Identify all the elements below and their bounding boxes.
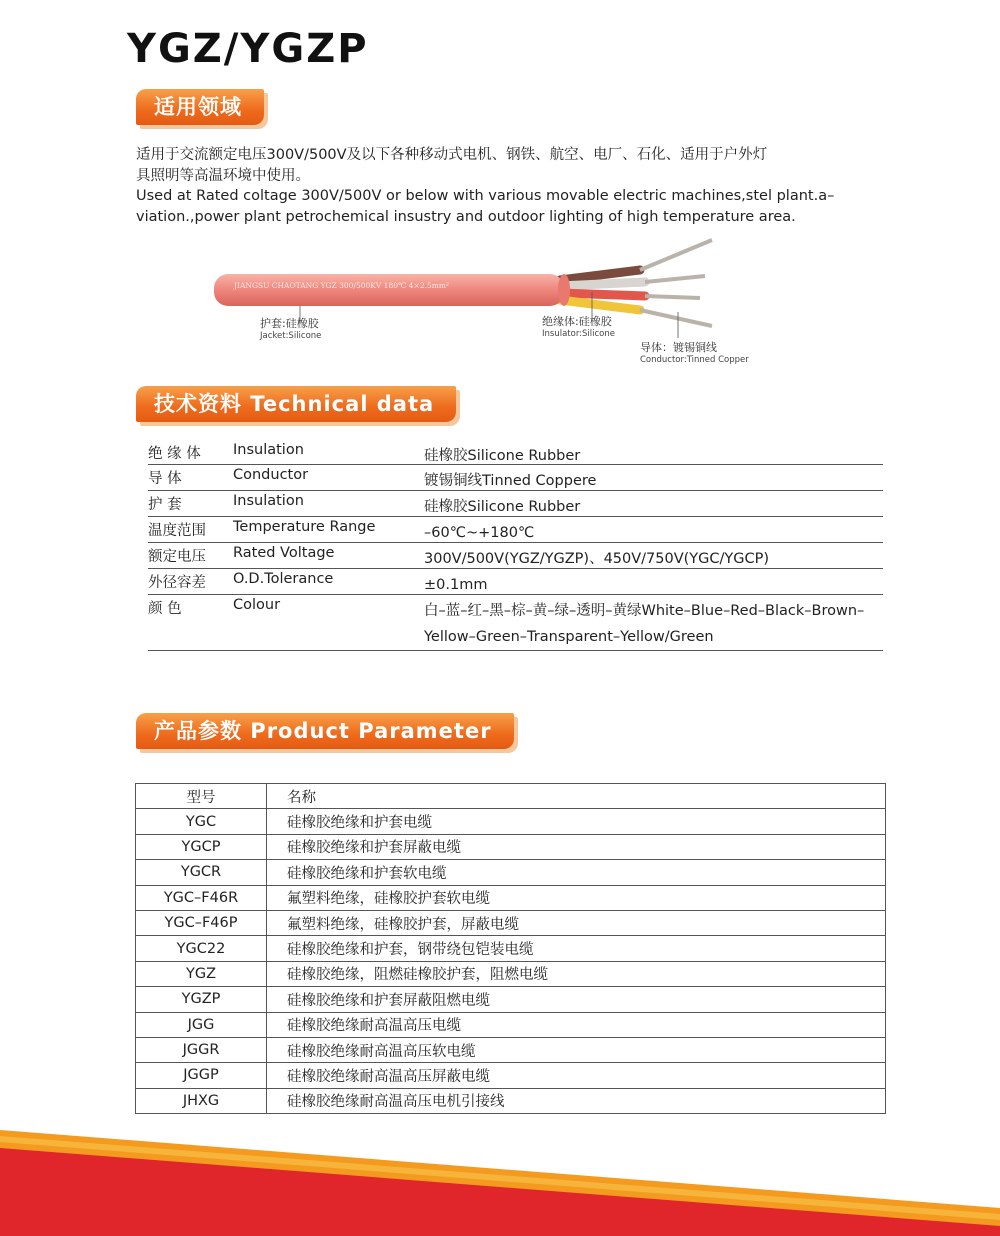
table-row [136, 1012, 886, 1037]
table-row [136, 987, 886, 1012]
table-row [136, 961, 886, 986]
jacket-label-en: Jacket:Silicone [260, 331, 322, 341]
insulator-label-en: Insulator:Silicone [542, 329, 615, 339]
model-cell: JGGR [136, 1037, 267, 1062]
model-cell: YGZ [136, 961, 267, 986]
section-product-header: 产品参数 Product Parameter [136, 713, 514, 749]
section-tech-header: 技术资料 Technical data [136, 386, 456, 422]
insulator-label [542, 316, 615, 340]
tech-row [148, 569, 883, 595]
name-cell: 硅橡胶绝缘，阻燃硅橡胶护套，阻燃电缆 [267, 961, 886, 986]
name-cell: 硅橡胶绝缘耐高温高压电缆 [267, 1012, 886, 1037]
tech-value: ±0.1mm [424, 577, 488, 593]
name-column-header: 名称 [267, 784, 886, 809]
jacket-label-cn: 护套:硅橡胶 [260, 317, 319, 330]
conductor-label [640, 342, 749, 366]
conductor-label-cn: 导体：镀锡铜线 [640, 341, 717, 354]
table-row [136, 809, 886, 834]
model-cell: YGCP [136, 834, 267, 859]
tech-en-label: Insulation [233, 442, 304, 458]
model-cell: JGGP [136, 1063, 267, 1088]
cable-illustration [200, 230, 760, 370]
table-row [136, 936, 886, 961]
model-cell: YGC–F46P [136, 910, 267, 935]
name-cell: 硅橡胶绝缘和护套屏蔽电缆 [267, 834, 886, 859]
usage-cn-line-2: 具照明等高温环境中使用。 [136, 167, 310, 184]
tech-row [148, 465, 883, 491]
tech-en-label: Insulation [233, 493, 304, 509]
tech-cn-label: 外径容差 [148, 575, 206, 591]
tech-value: 白–蓝–红–黑–棕–黄–绿–透明–黄绿White–Blue–Red–Black–Brown–Yellow–Green–Transparent–Yellow/Green [424, 603, 865, 645]
table-header-row [136, 784, 886, 809]
model-cell: JGG [136, 1012, 267, 1037]
model-cell: YGCR [136, 860, 267, 885]
model-cell: YGZP [136, 987, 267, 1012]
tech-en-label: Conductor [233, 467, 309, 483]
name-cell: 硅橡胶绝缘和护套，钢带绕包铠装电缆 [267, 936, 886, 961]
name-cell: 硅橡胶绝缘和护套电缆 [267, 809, 886, 834]
tech-row [148, 595, 883, 651]
usage-cn-line-1: 适用于交流额定电压300V/500V及以下各种移动式电机、钢铁、航空、电厂、石化、适用于户外灯 [136, 147, 768, 163]
name-cell: 硅橡胶绝缘和护套软电缆 [267, 860, 886, 885]
table-row [136, 860, 886, 885]
tech-cn-label: 导 体 [148, 471, 182, 487]
model-cell: YGC22 [136, 936, 267, 961]
tech-row [148, 517, 883, 543]
tech-row [148, 440, 883, 465]
table-row [136, 1088, 886, 1113]
name-cell: 氟塑料绝缘，硅橡胶护套，屏蔽电缆 [267, 910, 886, 935]
tech-en-label: O.D.Tolerance [233, 571, 334, 587]
jacket-label [260, 318, 321, 342]
usage-en-line-2: viation.,power plant petrochemical insustry and outdoor lighting of high temperature area. [136, 208, 796, 225]
tech-data-table [148, 440, 883, 651]
tech-value: 硅橡胶Silicone Rubber [424, 448, 581, 464]
tech-value: –60℃~+180℃ [424, 525, 535, 541]
page-title: YGZ/YGZP [127, 26, 369, 72]
cable-print-text: JIANGSU CHAOTANG YGZ 300/500KV 180℃ 4×2.5mm² [234, 281, 449, 290]
tech-value: 镀锡铜线Tinned Coppere [424, 473, 597, 489]
model-cell: YGC [136, 809, 267, 834]
tech-value: 硅橡胶Silicone Rubber [424, 499, 581, 515]
tech-row [148, 491, 883, 517]
tech-en-label: Temperature Range [233, 519, 376, 535]
decorative-footer-band [0, 1130, 1000, 1236]
table-row [136, 1063, 886, 1088]
table-row [136, 1037, 886, 1062]
tech-cn-label: 护 套 [148, 497, 182, 513]
conductor-label-en: Conductor:Tinned Copper [640, 355, 749, 365]
usage-description [136, 145, 856, 227]
name-cell: 硅橡胶绝缘耐高温高压电机引接线 [267, 1088, 886, 1113]
name-cell: 氟塑料绝缘，硅橡胶护套软电缆 [267, 885, 886, 910]
tech-cn-label: 颜 色 [148, 601, 182, 617]
tech-value: 300V/500V(YGZ/YGZP)、450V/750V(YGC/YGCP) [424, 551, 770, 567]
product-parameter-table [135, 783, 886, 1114]
tech-row [148, 543, 883, 569]
section-usage-header: 适用领域 [136, 89, 264, 125]
insulator-label-cn: 绝缘体:硅橡胶 [542, 315, 612, 328]
usage-en-line-1: Used at Rated coltage 300V/500V or below with various movable electric machines,stel plant.a– [136, 188, 835, 204]
table-row [136, 910, 886, 935]
tech-cn-label: 额定电压 [148, 549, 206, 565]
tech-cn-label: 温度范围 [148, 523, 206, 539]
table-row [136, 885, 886, 910]
table-row [136, 834, 886, 859]
model-cell: JHXG [136, 1088, 267, 1113]
tech-cn-label: 绝 缘 体 [148, 446, 201, 462]
model-column-header: 型号 [136, 784, 267, 809]
name-cell: 硅橡胶绝缘和护套屏蔽阻燃电缆 [267, 987, 886, 1012]
tech-en-label: Colour [233, 597, 281, 613]
model-cell: YGC–F46R [136, 885, 267, 910]
name-cell: 硅橡胶绝缘耐高温高压屏蔽电缆 [267, 1063, 886, 1088]
name-cell: 硅橡胶绝缘耐高温高压软电缆 [267, 1037, 886, 1062]
tech-en-label: Rated Voltage [233, 545, 335, 561]
